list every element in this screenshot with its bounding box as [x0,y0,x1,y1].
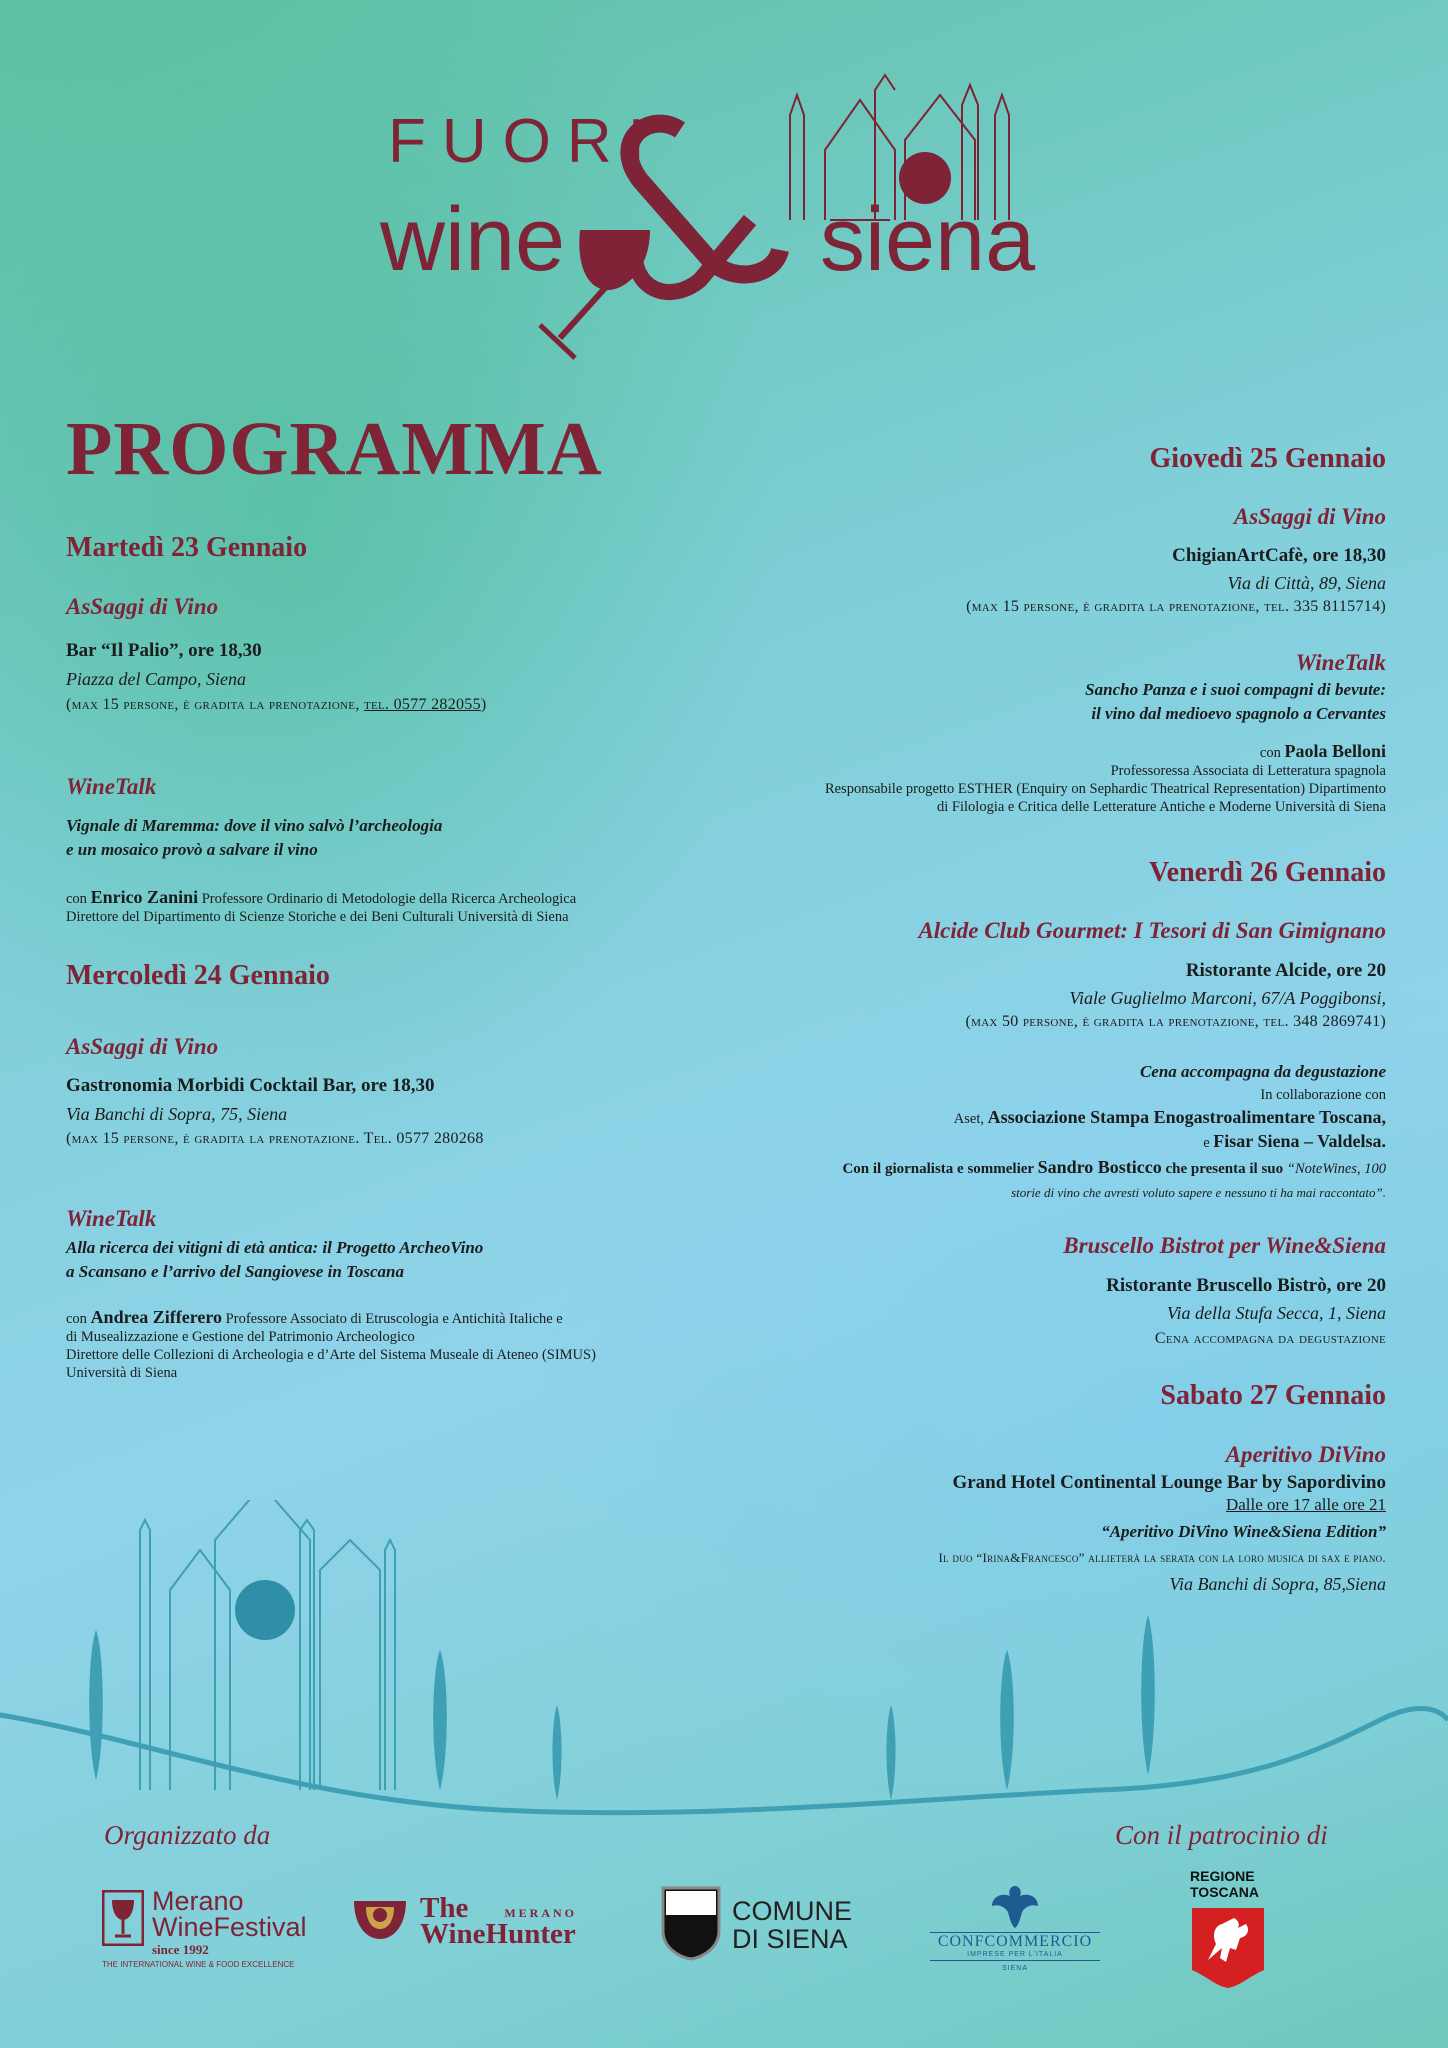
mwf-since: since 1992 [152,1942,209,1957]
tuesday-winetalk-topic: Vignale di Maremma: dove il vino salvò l’archeologia e un mosaico provò a salvare il vino [66,816,443,859]
wednesday-tasting-address: Via Banchi di Sopra, 75, Siena [66,1104,288,1124]
siena-landscape-illustration [0,1500,1448,1860]
siena-shield-icon [660,1885,722,1961]
thursday-tasting-address: Via di Città, 89, Siena [1227,573,1386,593]
cds-line1: COMUNE [732,1896,852,1926]
winehunter-emblem-icon [352,1895,408,1945]
thursday-tasting-note: (max 15 persone, è gradita la prenotazione, tel. 335 8115714) [966,598,1386,615]
mwf-line1: Merano [152,1886,244,1916]
saturday-aperitivo-name: “Aperitivo DiVino Wine&Siena Edition” [1101,1522,1386,1541]
wh-merano: MERANO [504,1906,578,1920]
wednesday-tasting-venue: Gastronomia Morbidi Cocktail Bar, ore 18,30 [66,1075,435,1096]
wednesday-winetalk-speaker: con Andrea Zifferero Professore Associato di Etruscologia e Antichità Italiche e di Musealizzazione e Gestione del Patrimonio Archeologico Direttore delle Collezioni di Archeologia e d’Arte del Sistema Museale di Ateneo (SIMUS) Università di Siena [66,1307,596,1381]
organized-by-label: Organizzato da [104,1820,271,1850]
fuori-wine-siena-logo [380,70,1080,370]
day-friday-heading: Venerdì 26 Gennaio [1149,857,1386,888]
friday-gourmet-collab: In collaborazione con [1260,1087,1386,1103]
thursday-winetalk-speaker: con Paola Belloni Professoressa Associata di Letteratura spagnola Responsabile progetto ESTHER (Enquiry on Sephardic Theatrical Representation) Dipartimento di Filologia e Critica delle Letterature Antiche e Moderne Università di Siena [824,741,1386,815]
mwf-tagline: THE INTERNATIONAL WINE & FOOD EXCELLENCE [102,1960,295,1969]
wednesday-winetalk-title: WineTalk [66,1206,157,1231]
friday-gourmet-address: Viale Guglielmo Marconi, 67/A Poggibonsi, [1069,988,1386,1008]
friday-bruscello-venue: Ristorante Bruscello Bistrò, ore 20 [1106,1275,1386,1296]
friday-gourmet-venue: Ristorante Alcide, ore 20 [1185,960,1386,981]
confcommercio-logo[interactable] [920,1882,1110,1972]
wh-the: The [420,1892,469,1924]
saturday-aperitivo-title: Aperitivo DiVino [1225,1442,1386,1467]
wine-glass-icon [102,1890,144,1946]
day-tuesday-heading: Martedì 23 Gennaio [66,532,308,563]
friday-gourmet-aset: Aset, Associazione Stampa Enogastroalimentare Toscana, [953,1107,1386,1127]
friday-gourmet-fisar: e Fisar Siena – Valdelsa. [1203,1131,1386,1151]
tuesday-winetalk-title: WineTalk [66,774,157,799]
friday-bruscello-title: Bruscello Bistrot per Wine&Siena [1063,1233,1386,1258]
eagle-icon [990,1882,1040,1930]
thursday-winetalk-title: WineTalk [1295,650,1386,675]
friday-gourmet-title: Alcide Club Gourmet: I Tesori di San Gimignano [918,918,1386,943]
saturday-aperitivo-address: Via Banchi di Sopra, 85,Siena [1169,1574,1386,1594]
cathedral-outline-icon [140,1500,395,1790]
logo-fuori-text: FUORI [388,107,661,176]
wh-name: WineHunter [420,1918,576,1950]
friday-gourmet-journalist: Con il giornalista e sommelier Sandro Bosticco che presenta il suo “NoteWines, 100 [842,1157,1386,1177]
mwf-line2: WineFestival [152,1912,307,1942]
wednesday-tasting-note: (max 15 persone, è gradita la prenotazione. Tel. 0577 280268 [66,1130,484,1147]
day-wednesday-heading: Mercoledì 24 Gennaio [66,960,330,991]
saturday-aperitivo-time: Dalle ore 17 alle ore 21 [1225,1495,1386,1514]
pegasus-flag-icon [1190,1906,1266,1990]
friday-gourmet-book: storie di vino che avresti voluto sapere e nessuno ti ha mai raccontato”. [1011,1185,1386,1200]
thursday-tasting-title: AsSaggi di Vino [1233,504,1386,529]
tuesday-tasting-address: Piazza del Campo, Siena [66,669,246,689]
conf-name: CONFCOMMERCIO [937,1933,1093,1950]
thursday-tasting-venue: ChigianArtCafè, ore 18,30 [1172,545,1386,566]
conf-city: SIENA [1001,1965,1028,1972]
page-title: PROGRAMMA [66,407,603,491]
friday-bruscello-address: Via della Stufa Secca, 1, Siena [1166,1303,1386,1323]
patronage-label: Con il patrocinio di [1115,1820,1328,1850]
landscape-sun-icon [235,1580,295,1640]
tuesday-tasting-note: (max 15 persone, è gradita la prenotazione, tel. 0577 282055) [66,696,487,713]
rt-text: REGIONE TOSCANA [1190,1868,1259,1900]
thursday-winetalk-topic: Sancho Panza e i suoi compagni di bevute: il vino dal medioevo spagnolo a Cervantes [1085,680,1386,723]
wednesday-winetalk-topic: Alla ricerca dei vitigni di età antica: il Progetto ArcheoVino a Scansano e l’arrivo del Sangiovese in Toscana [66,1238,484,1281]
hill-line [0,1708,1448,1812]
day-thursday-heading: Giovedì 25 Gennaio [1149,443,1386,474]
conf-sub: IMPRESE PER L’ITALIA [967,1951,1063,1958]
friday-bruscello-note: Cena accompagna da degustazione [1154,1330,1386,1347]
tuesday-winetalk-speaker: con Enrico Zanini Professore Ordinario di Metodologie della Ricerca Archeologica Direttore del Dipartimento di Scienze Storiche e dei Beni Culturali Università di Siena [66,887,577,925]
friday-gourmet-note: (max 50 persone, è gradita la prenotazione, tel. 348 2869741) [965,1013,1386,1030]
saturday-aperitivo-music: Il duo “Irina&Francesco” allieterà la serata con la loro musica di sax e piano. [938,1550,1386,1565]
tuesday-tasting-title: AsSaggi di Vino [66,594,219,619]
tuesday-tasting-phone[interactable]: tel. 0577 282055 [363,696,481,713]
logo-siena-text: siena [820,190,1036,290]
regione-toscana-logo[interactable] [1190,1868,1266,1990]
saturday-aperitivo-venue: Grand Hotel Continental Lounge Bar by Sapordivino [952,1472,1386,1493]
tuesday-tasting-venue: Bar “Il Palio”, ore 18,30 [66,640,262,661]
day-saturday-heading: Sabato 27 Gennaio [1160,1380,1386,1411]
cds-line2: DI SIENA [732,1924,848,1954]
wednesday-tasting-title: AsSaggi di Vino [66,1034,219,1059]
logo-wine-text: wine [380,190,566,290]
friday-gourmet-dinner: Cena accompagna da degustazione [1139,1062,1386,1081]
